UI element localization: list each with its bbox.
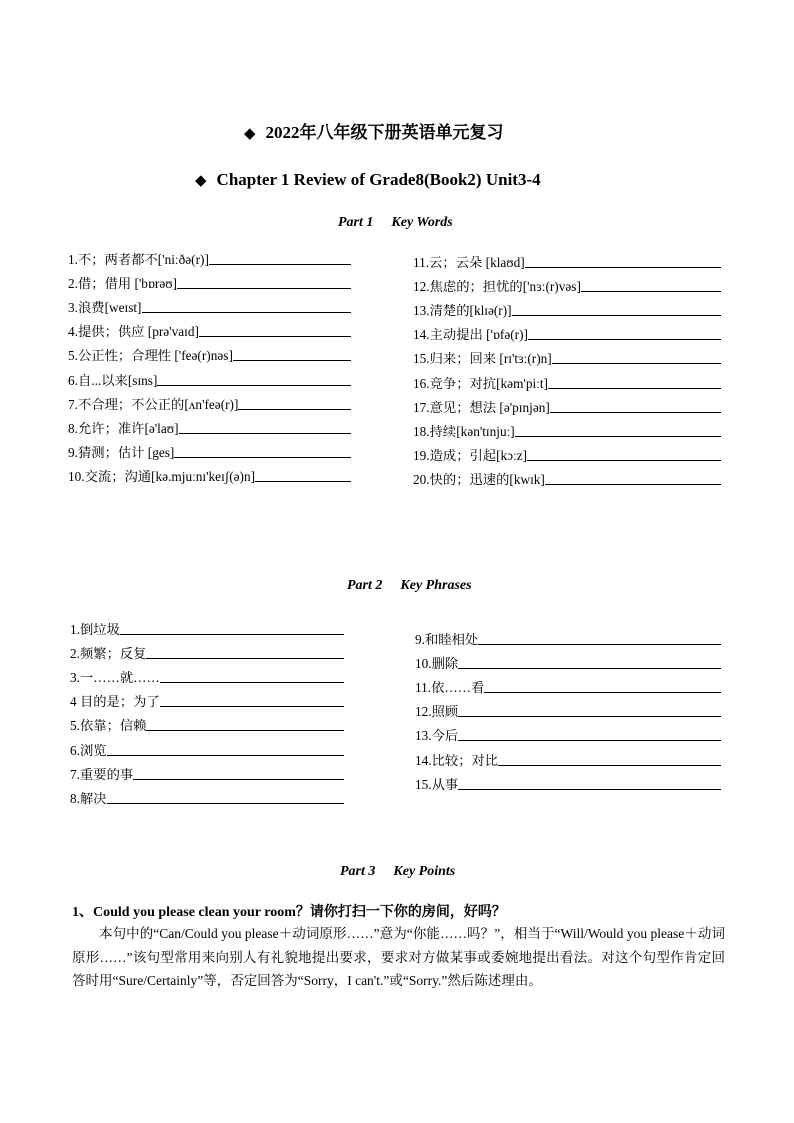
key-phrase-item-6 xyxy=(70,740,344,759)
key-word-item-10 xyxy=(413,469,721,488)
key-phrase-item-label: 7.重要的事 xyxy=(70,766,134,782)
answer-blank[interactable] xyxy=(160,681,344,683)
answer-blank[interactable] xyxy=(478,643,721,645)
key-word-item-label: 1.不；两者都不['niːðə(r)] xyxy=(68,252,209,267)
answer-blank[interactable] xyxy=(107,802,344,804)
title-cn xyxy=(244,118,504,143)
key-phrase-item-7 xyxy=(415,774,721,793)
answer-blank[interactable] xyxy=(199,335,351,337)
key-phrase-item-label: 15.从事 xyxy=(415,776,459,792)
key-phrase-item-label: 3.一……就…… xyxy=(70,670,160,686)
key-word-item-6 xyxy=(68,370,351,389)
key-word-item-label: 7.不合理；不公正的[ʌn'feə(r)] xyxy=(68,396,239,412)
key-word-item-5 xyxy=(413,348,721,367)
answer-blank[interactable] xyxy=(146,729,344,731)
diamond-icon: ◆ xyxy=(244,126,256,142)
answer-blank[interactable] xyxy=(458,715,721,717)
key-word-item-2 xyxy=(413,276,721,295)
title-cn-text: 2022年八年级下册英语单元复习 xyxy=(265,123,504,142)
key-word-item-6 xyxy=(413,373,721,392)
key-word-item-label: 17.意见；想法 [ə'pɪnjən] xyxy=(413,399,550,415)
diamond-icon: ◆ xyxy=(195,173,207,189)
key-word-item-label: 2.借；借用 ['bɒrəʊ] xyxy=(68,276,177,292)
key-word-item-5 xyxy=(68,345,351,364)
key-word-item-label: 20.快的；迅速的[kwɪk] xyxy=(413,471,545,487)
answer-blank[interactable] xyxy=(525,266,721,268)
answer-blank[interactable] xyxy=(160,705,344,707)
part2-heading xyxy=(347,578,472,594)
answer-blank[interactable] xyxy=(552,362,721,364)
key-phrase-item-label: 8.解决 xyxy=(70,790,107,806)
answer-blank[interactable] xyxy=(528,338,721,340)
key-word-item-label: 3.浪费[weɪst] xyxy=(68,300,142,316)
answer-blank[interactable] xyxy=(548,387,721,389)
key-word-item-label: 12.焦虑的；担忧的['nɜː(r)vəs] xyxy=(413,279,581,295)
answer-blank[interactable] xyxy=(233,359,351,361)
key-phrase-item-3 xyxy=(70,667,344,686)
key-phrase-item-2 xyxy=(415,653,721,672)
answer-blank[interactable] xyxy=(255,480,351,482)
part1-heading xyxy=(338,215,453,231)
key-phrase-item-3 xyxy=(415,677,721,696)
answer-blank[interactable] xyxy=(177,287,351,289)
key-phrase-item-4 xyxy=(70,691,344,710)
key-phrase-item-label: 10.删除 xyxy=(415,656,459,672)
key-phrase-item-label: 6.浏览 xyxy=(70,742,107,758)
answer-blank[interactable] xyxy=(157,384,351,386)
title-en xyxy=(195,170,541,190)
key-word-item-label: 16.竞争；对抗[kəm'piːt] xyxy=(413,375,548,391)
key-phrase-item-6 xyxy=(415,750,721,769)
part3-name: Key Points xyxy=(393,864,456,879)
key-word-item-10 xyxy=(68,466,351,485)
key-word-item-label: 13.清楚的[klɪə(r)] xyxy=(413,303,512,319)
answer-blank[interactable] xyxy=(515,435,721,437)
key-phrase-item-1 xyxy=(415,629,721,648)
part2-label: Part 2 xyxy=(347,578,383,593)
part3-label: Part 3 xyxy=(340,864,376,879)
answer-blank[interactable] xyxy=(458,667,721,669)
answer-blank[interactable] xyxy=(146,657,344,659)
key-phrase-item-label: 11.依……看 xyxy=(415,680,485,696)
key-word-item-label: 5.公正性；合理性 ['feə(r)nəs] xyxy=(68,348,233,364)
answer-blank[interactable] xyxy=(498,764,721,766)
key-phrase-item-7 xyxy=(70,764,344,783)
key-phrase-item-4 xyxy=(415,701,721,720)
answer-blank[interactable] xyxy=(550,411,721,413)
answer-blank[interactable] xyxy=(512,314,721,316)
key-word-item-3 xyxy=(68,297,351,316)
key-phrase-item-label: 2.频繁；反复 xyxy=(70,646,147,662)
key-phrase-item-label: 9.和睦相处 xyxy=(415,632,479,647)
key-phrase-item-8 xyxy=(70,788,344,807)
answer-blank[interactable] xyxy=(458,788,721,790)
key-word-item-label: 11.云；云朵 [klaʊd] xyxy=(413,255,525,270)
key-phrase-item-2 xyxy=(70,643,344,662)
answer-blank[interactable] xyxy=(107,754,344,756)
answer-blank[interactable] xyxy=(133,778,344,780)
key-phrase-item-5 xyxy=(70,715,344,734)
key-phrase-item-label: 1.倒垃圾 xyxy=(70,622,120,637)
key-word-item-label: 9.猜测；估计 [ges] xyxy=(68,444,175,460)
key-phrase-item-label: 13.今后 xyxy=(415,728,459,744)
key-word-item-label: 19.造成；引起[kɔːz] xyxy=(413,447,528,463)
key-phrase-item-label: 12.照顾 xyxy=(415,704,459,720)
key-word-item-label: 15.归来；回来 [rɪ'tɜː(r)n] xyxy=(413,351,552,367)
key-word-item-9 xyxy=(413,445,721,464)
part2-name: Key Phrases xyxy=(400,578,472,593)
key-word-item-7 xyxy=(68,394,351,413)
part1-label: Part 1 xyxy=(338,215,374,230)
key-word-item-4 xyxy=(413,324,721,343)
answer-blank[interactable] xyxy=(527,459,721,461)
key-word-item-2 xyxy=(68,273,351,292)
key-word-item-label: 10.交流；沟通[kə.mjuːnɪ'keɪʃ(ə)n] xyxy=(68,468,256,484)
key-phrase-item-label: 4 目的是；为了 xyxy=(70,694,160,710)
key-phrase-item-label: 14.比较；对比 xyxy=(415,752,499,768)
key-phrase-item-label: 5.依靠；信赖 xyxy=(70,718,147,734)
answer-blank[interactable] xyxy=(581,290,721,292)
answer-blank[interactable] xyxy=(209,263,351,265)
answer-blank[interactable] xyxy=(120,633,344,635)
key-point-1-title: 1、Could you please clean your room？请你打扫一下你的房间，好吗？ xyxy=(72,905,506,920)
key-phrase-item-5 xyxy=(415,725,721,744)
key-word-item-1 xyxy=(68,249,351,268)
key-word-item-label: 6.自...以来[sɪns] xyxy=(68,372,158,388)
key-word-item-3 xyxy=(413,300,721,319)
key-word-item-label: 4.提供；供应 [prə'vaɪd] xyxy=(68,324,199,340)
key-word-item-7 xyxy=(413,397,721,416)
key-phrase-item-1 xyxy=(70,619,344,638)
answer-blank[interactable] xyxy=(174,456,351,458)
key-word-item-4 xyxy=(68,321,351,340)
answer-blank[interactable] xyxy=(142,311,352,313)
part1-name: Key Words xyxy=(391,215,453,230)
title-en-text: Chapter 1 Review of Grade8(Book2) Unit3-4 xyxy=(216,170,541,189)
answer-blank[interactable] xyxy=(545,483,721,485)
key-word-item-1 xyxy=(413,252,721,271)
key-word-item-8 xyxy=(413,421,721,440)
key-word-item-label: 18.持续[kən'tɪnjuː] xyxy=(413,423,515,439)
key-point-1-text: 本句中的“Can/Could you please＋动词原形……”意为“你能……吗？”，相当于“Will/Would you please＋动词原形……”该句型常用来向别人有礼貌地提出要求，要求对方做某事或委婉地提出看法。对这个句型作肯定回答时用“Sure/Certainly”等，否定回答为“Sorry，I can't.”或“Sorry.”然后陈述理由。 xyxy=(72,926,725,988)
key-word-item-8 xyxy=(68,418,351,437)
answer-blank[interactable] xyxy=(179,432,351,434)
part3-heading xyxy=(340,864,455,880)
answer-blank[interactable] xyxy=(238,408,351,410)
key-word-item-label: 14.主动提出 ['ɒfə(r)] xyxy=(413,327,528,343)
key-word-item-9 xyxy=(68,442,351,461)
key-word-item-label: 8.允许；准许[ə'laʊ] xyxy=(68,420,179,436)
answer-blank[interactable] xyxy=(484,691,721,693)
answer-blank[interactable] xyxy=(458,739,721,741)
